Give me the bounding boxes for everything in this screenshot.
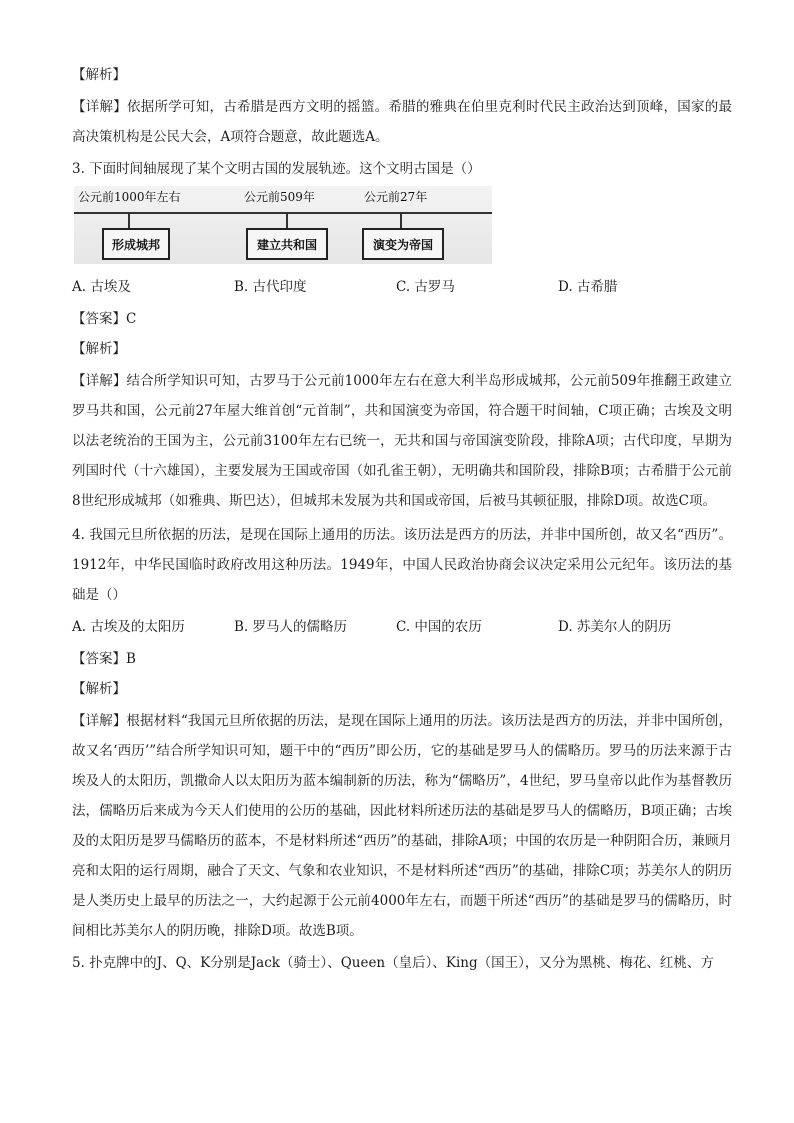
q4-option-d: D. 苏美尔人的阴历 [558,619,672,635]
q4-option-c: C. 中国的农历 [396,619,482,635]
timeline-date-1: 公元前1000年左右 [78,190,181,204]
q4-answer: 【答案】B [72,651,136,667]
q3-answer: 【答案】C [72,311,137,327]
timeline-date-3: 公元前27年 [364,190,428,204]
q2-detail: 【详解】依据所学可知，古希腊是西方文明的摇篮。希腊的雅典在伯里克利时代民主政治达到顶峰，国家的最高决策机构是公民大会，A项符合题意，故此题选A。 [72,99,732,145]
timeline-tick [128,212,130,228]
q3-options [72,274,732,300]
q3-analysis-label: 【解析】 [72,341,126,357]
q3-option-b: B. 古代印度 [234,279,307,295]
analysis-label: 【解析】 [72,67,126,83]
timeline-event-3: 演变为帝国 [362,228,444,260]
timeline-tick [286,212,288,228]
q4-analysis-label: 【解析】 [72,681,126,697]
q3-option-d: D. 古希腊 [558,279,618,295]
document-page [72,62,732,980]
timeline-date-2: 公元前509年 [244,190,315,204]
timeline-axis [74,212,492,214]
q3-option-c: C. 古罗马 [396,279,455,295]
q3-option-a: A. 古埃及 [72,279,131,295]
q4-option-b: B. 罗马人的儒略历 [234,619,348,635]
timeline-figure [74,186,492,264]
q5-stem: 5. 扑克牌中的J、Q、K分别是Jack（骑士）、Queen（皇后）、King（国王），又分为黑桃、梅花、红桃、方 [72,955,714,971]
q4-stem: 4. 我国元旦所依据的历法，是现在国际上通用的历法。该历法是西方的历法，并非中国所创，故又名“西历”。1912年，中华民国临时政府改用这种历法。1949年，中国人民政治协商会议决定采用公元纪年。该历法的基础是（） [72,527,732,603]
timeline-event-1: 形成城邦 [102,228,170,260]
q4-detail: 【详解】根据材料“我国元旦所依据的历法，是现在国际上通用的历法。该历法是西方的历法，并非中国所创，故又名‘西历’”结合所学知识可知，题干中的“西历”即公历，它的基础是罗马人的儒略历。罗马的历法来源于古埃及人的太阳历，凯撒命人以太阳历为蓝本编制新的历法，称为“儒略历”，4世纪，罗马皇帝以此作为基督教历法，儒略历后来成为今天人们使用的公历的基础，因此材料所述历法的基础是罗马人的儒略历，B项正确；古埃及的太阳历是罗马儒略历的蓝本，不是材料所述“西历”的基础，排除A项；中国的农历是一种阴阳合历，兼顾月亮和太阳的运行周期，融合了天文、气象和农业知识，不是材料所述“西历”的基础，排除C项；苏美尔人的阴历是人类历史上最早的历法之一，大约起源于公元前4000年左右，而题干所述“西历”的基础是罗马的儒略历，时间相比苏美尔人的阴历晚，排除D项。故选B项。 [72,713,732,939]
q4-options [72,614,732,640]
timeline-tick [400,212,402,228]
q4-option-a: A. 古埃及的太阳历 [72,619,185,635]
timeline-event-2: 建立共和国 [246,228,328,260]
q3-detail: 【详解】结合所学知识可知，古罗马于公元前1000年左右在意大利半岛形成城邦，公元前509年推翻王政建立罗马共和国，公元前27年屋大维首创“元首制”，共和国演变为帝国，符合题干时间轴，C项正确；古埃及文明以法老统治的王国为主，公元前3100年左右已统一，无共和国与帝国演变阶段，排除A项；古代印度，早期为列国时代（十六雄国），主要发展为王国或帝国（如孔雀王朝），无明确共和国阶段，排除B项；古希腊于公元前8世纪形成城邦（如雅典、斯巴达），但城邦未发展为共和国或帝国，后被马其顿征服，排除D项。故选C项。 [72,373,732,509]
q3-stem: 3. 下面时间轴展现了某个文明古国的发展轨迹。这个文明古国是（） [72,161,481,177]
